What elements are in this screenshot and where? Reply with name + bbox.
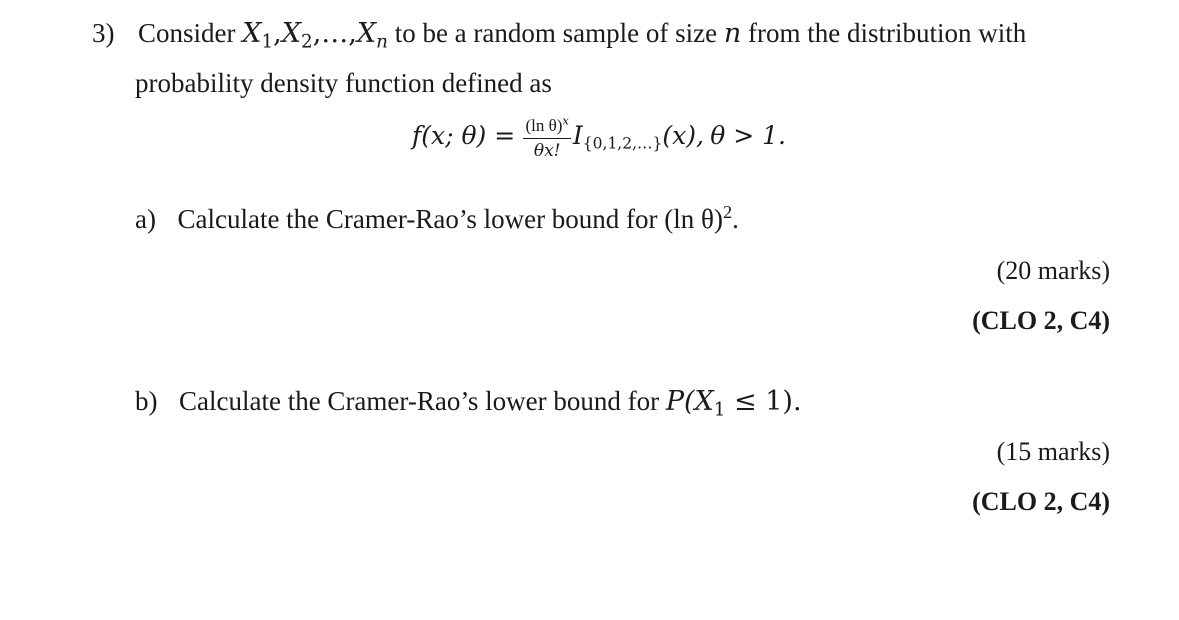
formula-lhs: f(x; θ) = — [412, 121, 516, 151]
part-b-clo: (CLO 2, C4) — [972, 487, 1110, 516]
part-b-target: $P(X_1 \le 1)$. — [665, 386, 802, 421]
pdf-formula — [412, 113, 786, 161]
part-a-text: Calculate the Cramer-Rao’s lower bound for — [177, 204, 658, 234]
part-a-clo: (CLO 2, C4) — [972, 306, 1110, 335]
part-a-label: a) — [135, 204, 156, 234]
part-b-marks: (15 marks) — [996, 437, 1110, 466]
intro-text-3: from the distribution with — [747, 18, 1027, 48]
question-line-1 — [92, 18, 1027, 53]
part-a-target: (ln θ)$^2$. — [664, 201, 739, 234]
part-a-marks: (20 marks) — [996, 256, 1110, 285]
formula-condition: θ > 1. — [710, 121, 786, 151]
question-number: 3) — [92, 18, 115, 48]
part-b-label: b) — [135, 386, 158, 416]
formula-denominator: θx! — [533, 141, 561, 161]
intro-text-2: to be a random sample of size — [394, 18, 718, 48]
sample-variables: $X_1,X_2,\dots,X_n$ — [242, 18, 388, 53]
sample-size-n: n — [723, 18, 742, 49]
part-b-question — [135, 386, 802, 421]
question-line-2: probability density function defined as — [135, 68, 552, 98]
formula-arg: (x), — [662, 121, 704, 151]
formula-numerator: (ln θ)$^x$ — [523, 116, 570, 139]
formula-fraction — [523, 113, 570, 161]
part-b-text: Calculate the Cramer-Rao’s lower bound for — [179, 386, 660, 416]
intro-text-1: Consider — [138, 18, 236, 48]
formula-indicator: $I_{\{0,1,2,\dots\}}$ — [572, 121, 663, 153]
part-a-question — [135, 201, 739, 234]
